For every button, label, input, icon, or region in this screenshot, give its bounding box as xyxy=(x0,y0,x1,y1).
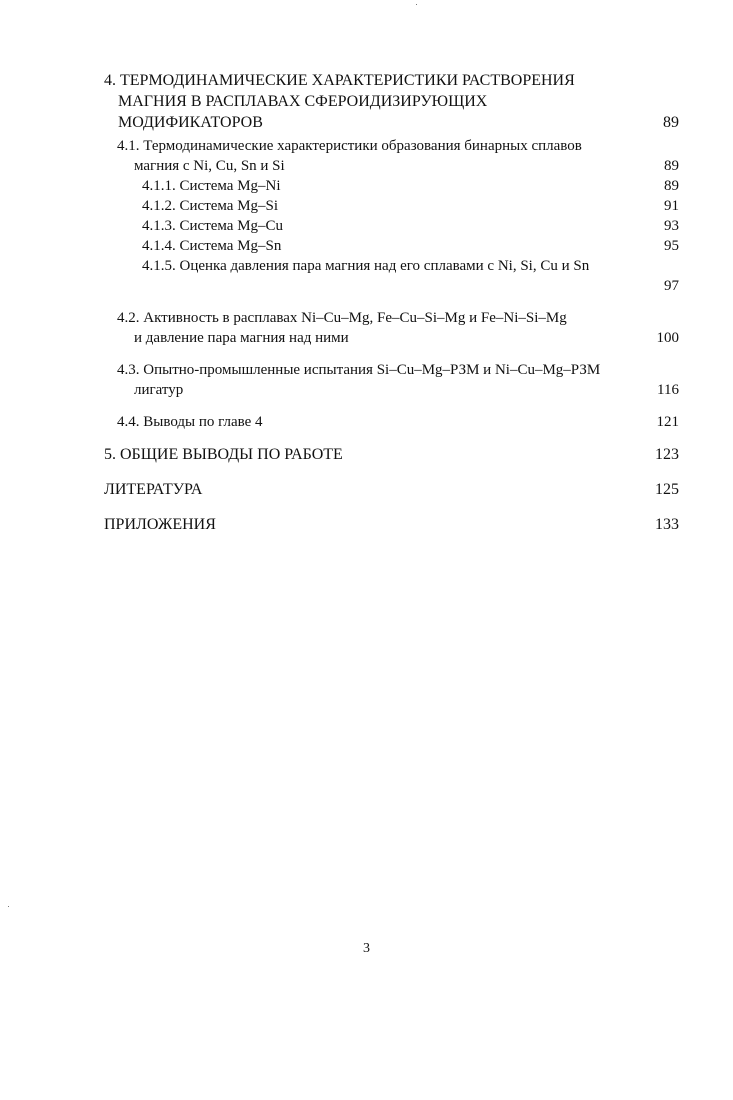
toc-entry-title-line: 4.2. Активность в расплавах Ni–Cu–Mg, Fe–Cu–Si–Mg и Fe–Ni–Si–Mg xyxy=(117,310,567,326)
toc-entry-title-line xyxy=(104,176,679,196)
toc-entry-section-4-3[interactable] xyxy=(104,360,679,400)
toc-entry-title-text: ПРИЛОЖЕНИЯ xyxy=(104,516,216,533)
toc-entry-section-4-4[interactable] xyxy=(104,412,679,432)
toc-page-number: 123 xyxy=(655,446,679,463)
toc-entry-title-line xyxy=(104,216,679,236)
toc-entry-appendices[interactable] xyxy=(104,514,679,535)
toc-entry-title-text: 5. ОБЩИЕ ВЫВОДЫ ПО РАБОТЕ xyxy=(104,446,343,463)
toc-entry-title-line: МАГНИЯ В РАСПЛАВАХ СФЕРОИДИЗИРУЮЩИХ xyxy=(118,93,488,110)
toc-entry-title-text: лигатур xyxy=(134,382,184,398)
toc-entry-subsection-4-1-4[interactable] xyxy=(104,236,679,256)
toc-page-number: 116 xyxy=(657,382,679,398)
toc-entry-literature[interactable] xyxy=(104,479,679,500)
toc-entry-section-4-2[interactable] xyxy=(104,308,679,348)
toc-entry-title-text: 4.4. Выводы по главе 4 xyxy=(117,414,263,430)
toc-entry-title-line xyxy=(104,276,679,296)
toc-entry-title-line: 4.1.5. Оценка давления пара магния над его сплавами с Ni, Si, Cu и Sn xyxy=(142,258,590,274)
scan-speck xyxy=(8,906,9,907)
toc-entry-section-4-1[interactable] xyxy=(104,136,679,176)
toc-entry-title-line xyxy=(104,412,679,432)
toc-entry-chapter-5[interactable] xyxy=(104,444,679,465)
scan-speck xyxy=(416,4,417,5)
toc-entry-title-text: 4.1.1. Система Mg–Ni xyxy=(142,178,281,194)
toc-entry-subsection-4-1-5[interactable] xyxy=(104,256,679,296)
toc-entry-chapter-4[interactable] xyxy=(104,70,679,133)
toc-entry-title-text: МОДИФИКАТОРОВ xyxy=(118,114,263,131)
toc-entry-title-line xyxy=(104,380,679,400)
toc-entry-title-line: 4.3. Опытно-промышленные испытания Si–Cu–Mg–РЗМ и Ni–Cu–Mg–РЗМ xyxy=(117,362,601,378)
toc-page-number: 100 xyxy=(656,330,679,346)
toc-page-number: 91 xyxy=(664,198,679,214)
toc-page-number: 133 xyxy=(655,516,679,533)
toc-entry-title-line xyxy=(104,514,679,535)
toc-page-number: 125 xyxy=(655,481,679,498)
toc-entry-title-line xyxy=(104,196,679,216)
toc-entry-title-text: 4.1.3. Система Mg–Cu xyxy=(142,218,284,234)
toc-entry-title-line xyxy=(104,236,679,256)
toc-entry-title-line xyxy=(104,156,679,176)
toc-entry-title-line xyxy=(104,479,679,500)
toc-page-number: 93 xyxy=(664,218,679,234)
toc-page-number: 97 xyxy=(664,278,679,294)
toc-page-number: 89 xyxy=(664,178,679,194)
toc-entry-title-text: и давление пара магния над ними xyxy=(134,330,349,346)
toc-entry-title-text: ЛИТЕРАТУРА xyxy=(104,481,203,498)
table-of-contents xyxy=(104,70,679,535)
toc-entry-title-text: 4.1.2. Система Mg–Si xyxy=(142,198,279,214)
toc-entry-subsection-4-1-3[interactable] xyxy=(104,216,679,236)
toc-entry-title-text: магния с Ni, Cu, Sn и Si xyxy=(134,158,285,174)
toc-entry-title-text: 4.1.4. Система Mg–Sn xyxy=(142,238,282,254)
toc-entry-title-line: 4.1. Термодинамические характеристики образования бинарных сплавов xyxy=(117,138,582,154)
toc-entry-subsection-4-1-1[interactable] xyxy=(104,176,679,196)
page-number: 3 xyxy=(363,941,370,956)
toc-page-number: 121 xyxy=(656,414,679,430)
toc-entry-title-line xyxy=(104,444,679,465)
toc-page-number: 89 xyxy=(663,114,679,131)
toc-entry-title-line xyxy=(104,328,679,348)
toc-entry-subsection-4-1-2[interactable] xyxy=(104,196,679,216)
toc-entry-title-line: 4. ТЕРМОДИНАМИЧЕСКИЕ ХАРАКТЕРИСТИКИ РАСТВОРЕНИЯ xyxy=(104,72,575,89)
toc-page-number: 95 xyxy=(664,238,679,254)
toc-page-number: 89 xyxy=(664,158,679,174)
toc-entry-title-line xyxy=(104,112,679,133)
